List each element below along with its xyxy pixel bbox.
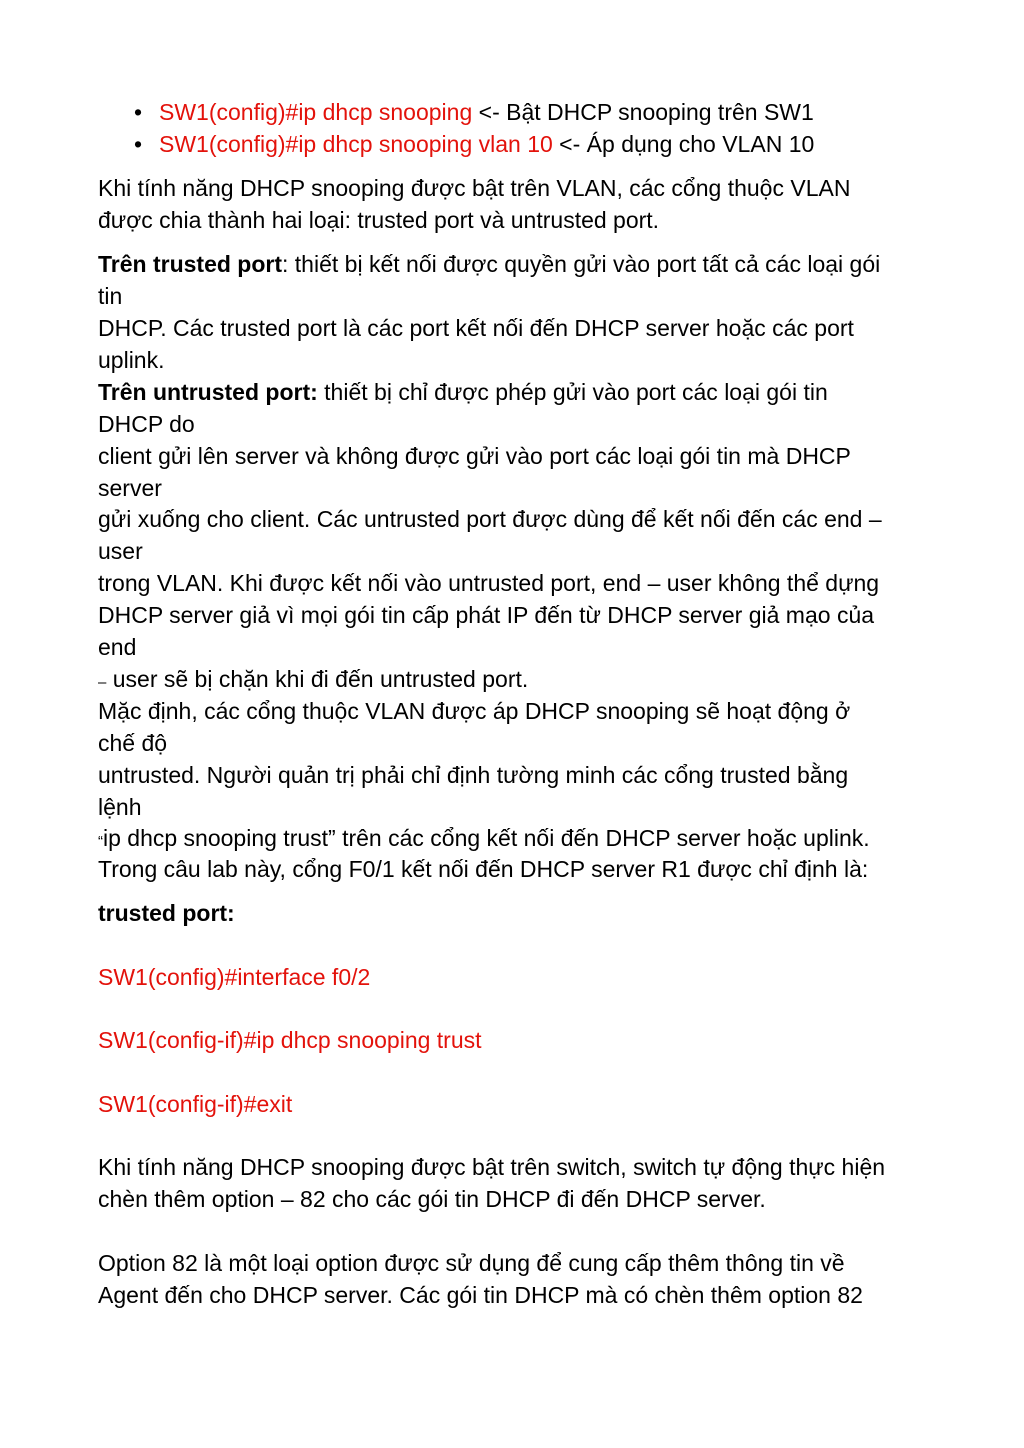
bullet-note: <- Áp dụng cho VLAN 10: [552, 131, 815, 157]
paragraph-line: DHCP server giả vì mọi gói tin cấp phát IP đến từ DHCP server giả mạo của: [98, 602, 875, 628]
paragraph-line: được chia thành hai loại: trusted port và untrusted port.: [98, 207, 660, 233]
paragraph-line: Khi tính năng DHCP snooping được bật trên switch, switch tự động thực hiện: [98, 1154, 886, 1180]
trusted-port-heading: trusted port:: [98, 900, 235, 926]
paragraph-line: uplink.: [98, 347, 165, 373]
paragraph-line: chèn thêm option – 82 cho các gói tin DHCP đi đến DHCP server.: [98, 1186, 766, 1212]
untrusted-port-label: Trên untrusted port:: [98, 379, 318, 405]
paragraph-line: chế độ: [98, 730, 168, 756]
quote-marker: “: [98, 833, 103, 850]
config-command: SW1(config-if)#exit: [98, 1091, 293, 1117]
bullet-item: [159, 128, 814, 160]
bullet-note: <- Bật DHCP snooping trên SW1: [472, 99, 814, 125]
paragraph-line: [98, 663, 528, 699]
untrusted-port-line: [98, 376, 828, 408]
paragraph-line: DHCP. Các trusted port là các port kết nối đến DHCP server hoặc các port: [98, 315, 854, 341]
dash-marker: –: [98, 674, 107, 691]
paragraph-line: Option 82 là một loại option được sử dụng để cung cấp thêm thông tin về: [98, 1250, 845, 1276]
command-text: SW1(config)#ip dhcp snooping vlan 10: [159, 131, 553, 157]
paragraph-line: user: [98, 538, 143, 564]
paragraph-text: thiết bị chỉ được phép gửi vào port các loại gói tin: [317, 379, 828, 405]
paragraph-line: Trong câu lab này, cổng F0/1 kết nối đến DHCP server R1 được chỉ định là:: [98, 856, 869, 882]
trusted-port-line: [98, 248, 880, 280]
paragraph-line: tin: [98, 283, 123, 309]
bullet-item: [159, 96, 814, 128]
paragraph-line: Agent đến cho DHCP server. Các gói tin DHCP mà có chèn thêm option 82: [98, 1282, 863, 1308]
paragraph-line: trong VLAN. Khi được kết nối vào untrusted port, end – user không thể dựng: [98, 570, 880, 596]
paragraph-line: gửi xuống cho client. Các untrusted port được dùng để kết nối đến các end –: [98, 506, 882, 532]
config-command: SW1(config-if)#ip dhcp snooping trust: [98, 1027, 482, 1053]
paragraph-line: Mặc định, các cổng thuộc VLAN được áp DHCP snooping sẽ hoạt động ở: [98, 698, 851, 724]
paragraph-line: Khi tính năng DHCP snooping được bật trên VLAN, các cổng thuộc VLAN: [98, 175, 851, 201]
bullet-marker: •: [134, 99, 143, 125]
bullet-marker: •: [134, 131, 143, 157]
command-text: SW1(config)#ip dhcp snooping: [159, 99, 473, 125]
paragraph-line: lệnh: [98, 794, 142, 820]
paragraph-text: : thiết bị kết nối được quyền gửi vào port tất cả các loại gói: [282, 251, 881, 277]
paragraph-line: end: [98, 634, 137, 660]
paragraph-line: server: [98, 475, 162, 501]
paragraph-line: untrusted. Người quản trị phải chỉ định tường minh các cổng trusted bằng: [98, 762, 849, 788]
paragraph-line: DHCP do: [98, 411, 195, 437]
trusted-port-label: Trên trusted port: [98, 251, 283, 277]
paragraph-line: client gửi lên server và không được gửi vào port các loại gói tin mà DHCP: [98, 443, 851, 469]
paragraph-text: ip dhcp snooping trust” trên các cổng kết nối đến DHCP server hoặc uplink.: [103, 825, 870, 851]
paragraph-text: user sẽ bị chặn khi đi đến untrusted port.: [106, 666, 529, 692]
config-command: SW1(config)#interface f0/2: [98, 964, 371, 990]
